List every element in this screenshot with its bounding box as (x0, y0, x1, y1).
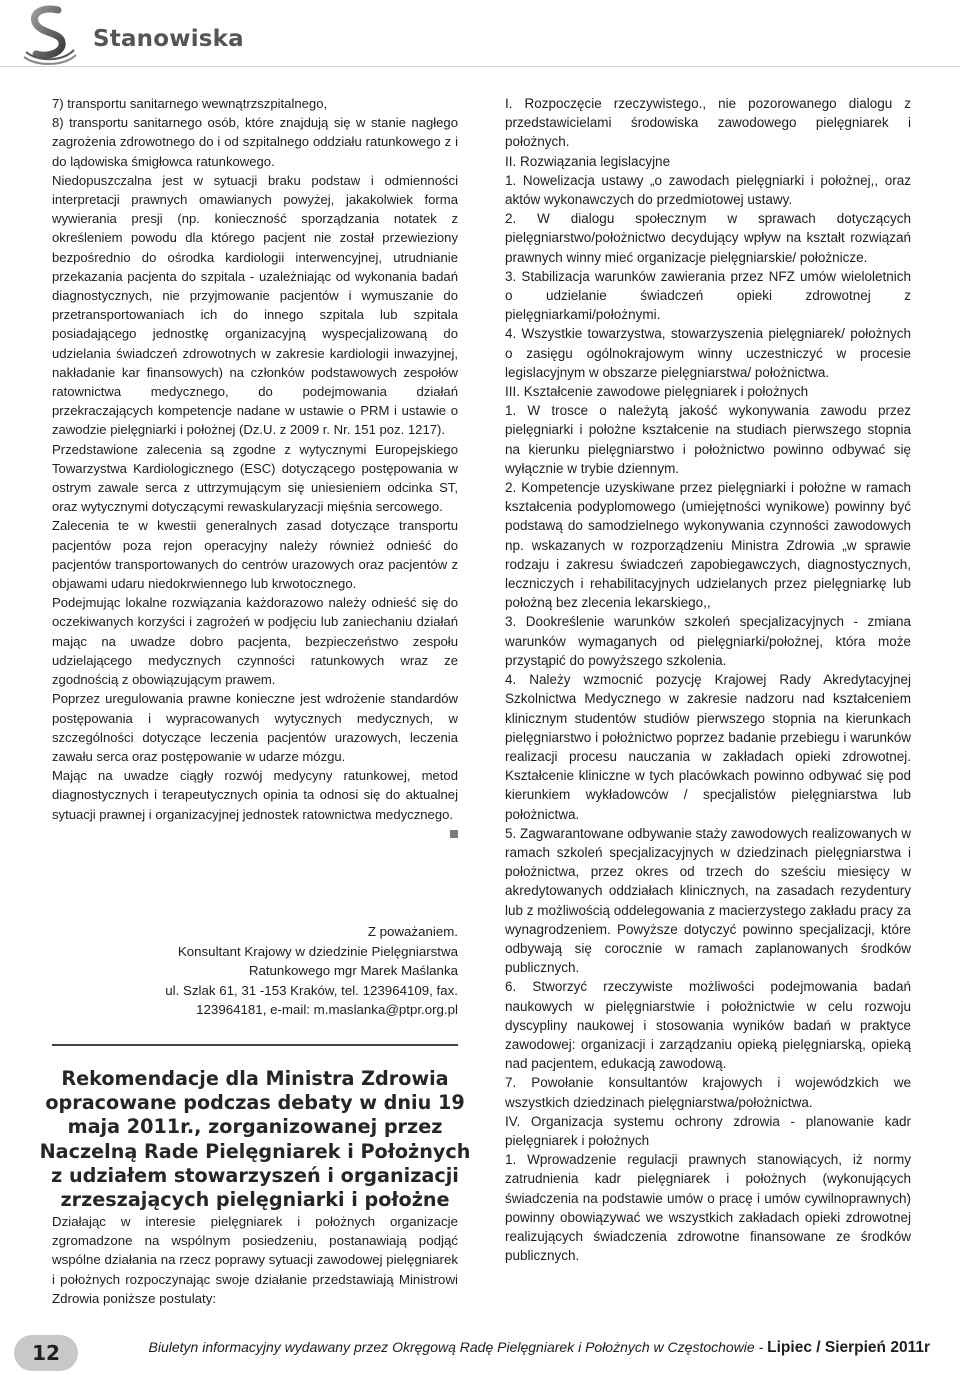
paragraph: 1. Wprowadzenie regulacji prawnych stanowiących, iż normy zatrudnienia kadr pielęgniarek i położnych (wykonujących świadczenia na podstawie umów o pracę i umów cywilnoprawnych) powinny obowiązywać we wszystkich zakładach opieki zdrowotnej realizujących świadczenia zdrowotne finansowane ze środków publicznych. (505, 1152, 911, 1264)
paragraph: 7) transportu sanitarnego wewnątrzszpitalnego, 8) transportu sanitarnego osób, które znajdują się w stanie nagłego zagrożenia zdrowotnego do i od szpitalnego oddziału ratunkowego z i do lądowiska śmigłowca ratunkowego. (52, 96, 458, 169)
paragraph: 1. Nowelizacja ustawy „o zawodach pielęgniarki i położnej,, oraz aktów wykonawczych do przedmiotowej ustawy. (505, 172, 911, 208)
footer-publication: Biuletyn informacyjny wydawany przez Okręgową Radę Pielęgniarek i Położnych w Częstochowie - (148, 1339, 768, 1355)
signature-block (52, 922, 458, 1020)
footer (130, 1339, 930, 1357)
paragraph: Przedstawione zalecenia są zgodne z wytycznymi Europejskiego Towarzystwa Kardiologicznego (ESC) dotyczącego postępowania w ostrym zawale serca z uttrzymującym się uniesieniem odcinka ST, oraz wytycznymi dotyczącymi rewaskularyzacji mięśnia sercowego. (52, 441, 458, 515)
paragraph: 4. Należy wzmocnić pozycję Krajowej Rady Akredytacyjnej Szkolnictwa Medycznego w zakresie nadzoru nad kształceniem klinicznym studentów studiów pierwszego stopnia na kierunkach pielęgniarstwo i położnictwo poprzez badanie przebiegu i warunków realizacji procesu nauczania w zakładach opieki zdrowotnej. Kształcenie kliniczne w tych placówkach powinno odbywać się pod kierunkiem wykładowców / specjalistów pielęgniarstwa lub położnictwa. (505, 672, 911, 822)
paragraph: 2. Kompetencje uzyskiwane przez pielęgniarki i położne w ramach kształcenia podyplomowego (umiejętności wynikowe) powinny być podstawą do samodzielnego wykonywania czynności zawodowych np. wskazanych w rozporządzeniu Ministra Zdrowia „w sprawie rodzaju i zakresu świadczeń zapobiegawczych, diagnostycznych, leczniczych i rehabilitacyjnych udzielanych przez pielęgniarkę lub położną bez zlecenia lekarskiego,, (505, 480, 911, 611)
subheading: IV. Organizacja systemu ochrony zdrowia - planowanie kadr pielęgniarek i położnych (505, 1113, 911, 1148)
paragraph: 4. Wszystkie towarzystwa, stowarzyszenia pielęgniarek/ położnych o zasięgu ogólnokrajowym winny uczestniczyć w procesie legislacyjnym w obszarze pielęgniarstwa/ położnictwa. (505, 326, 911, 380)
paragraph: 3. Dookreślenie warunków szkoleń specjalizacyjnych - zmiana warunków wymaganych od pielęgniarki/położnej, która może przystąpić do powyższego szkolenia. (505, 614, 911, 668)
paragraph: I. Rozpoczęcie rzeczywistego., nie pozorowanego dialogu z przedstawicielami środowiska zawodowego pielęgniarek i położnych. (505, 96, 911, 150)
subheading: II. Rozwiązania legislacyjne (505, 153, 671, 169)
paragraph: 3. Stabilizacja warunków zawierania przez NFZ umów wieloletnich o udzielanie świadczeń opieki zdrowotnej z pielęgniarkami/położnymi. (505, 268, 911, 323)
paragraph: 7. Powołanie konsultantów krajowych i wojewódzkich we wszystkich dziedzinach pielęgniarstwa/położnictwa. (505, 1075, 911, 1110)
end-of-article-square-icon (450, 830, 458, 838)
footer-issue: Lipiec / Sierpień 2011r (767, 1339, 930, 1356)
right-column (505, 94, 911, 1265)
signature-line: ul. Szlak 61, 31 -153 Kraków, tel. 123964109, fax. (165, 982, 458, 998)
subheading: III. Kształcenie zawodowe pielęgniarek i położnych (505, 384, 809, 400)
paragraph: Zalecenia te w kwestii generalnych zasad dotyczące transportu pacjentów poza rejon operacyjny należy również odnieść do pacjentów transportowanych do centrów urazowych oraz pacjentów z objawami udaru niedokrwiennego lub krwotocznego. (52, 518, 458, 592)
recommendations-intro (52, 1212, 458, 1308)
paragraph-last (52, 766, 458, 824)
paragraph: Poprzez uregulowania prawne konieczne jest wdrożenie standardów postępowania i wypracowanych wytycznych medycznych, w szczególności dotyczące leczenia pacjentów urazowych, leczenia zawału serca oraz postępowanie w udarze mózgu. (52, 691, 458, 764)
section-divider (52, 1044, 458, 1046)
signature-line: 123964181, e-mail: m.maslanka@ptpr.org.pl (196, 1002, 458, 1017)
paragraph: 1. W trosce o należytą jakość wykonywania zawodu przez pielęgniarki i położne kształcenie na studiach pierwszego stopnia na kierunku pielęgniarstwo i położnictwo powinno odbywać się wyłącznie w trybie dziennym. (505, 403, 911, 476)
recommendations-heading: Rekomendacje dla Ministra Zdrowia opracowane podczas debaty w dniu 19 maja 2011r., zorganizowanej przez Naczelną Rade Pielęgniarek i Położnych z udziałem stowarzyszeń i organizacji zrzeszających pielęgniarki i położne (39, 1067, 471, 1212)
paragraph: 5. Zagwarantowane odbywanie staży zawodowych realizowanych w ramach szkoleń specjalizacyjnych w dziedzinach pielęgniarstwa i położnictwa, przez okres od trzech do sześciu miesięcy w akredytowanych oddziałach klinicznych, na zasadach rezydentury lub z możliwością oddelegowania z macierzystego zakładu pracy za wynagrodzeniem. Powyższe dotyczyć powinno specjalizacji, które odbywają się corocznie w ramach zaplanowanych środków publicznych. (505, 825, 911, 976)
left-column (52, 94, 458, 838)
paragraph: Działając w interesie pielęgniarek i położnych organizacje zgromadzone na wspólnym posiedzeniu, postanawiają podjąć wspólne działania na rzecz poprawy sytuacji zawodowej pielęgniarek i położnych rozpoczynając swoje działanie przedstawiają Ministrowi Zdrowia poniższe postulaty: (52, 1214, 458, 1306)
paragraph: Niedopuszczalna jest w sytuacji braku podstaw i odmienności interpretacji prawnych omawianych powyżej, jakakolwiek forma wywierania presji (np. konieczność sporządzania notatek z określeniem powodu dla którego pacjent nie został przewieziony bezpośrednio do ośrodka kardiologii interwencyjnej, utrudnianie przekazania pacjenta do szpitala - uzależniając od wykonania badań diagnostycznych, nie przyjmowanie pacjentów i wymuszanie do przetransportowaniach ich do innego szpitala lub szpitala posiadającego jednostkę organizacyjną wyspecjalizowaną do udzielania świadczeń zdrowotnych w zakresie kardiologii inwazyjnej, nakładanie kar finansowych) na członków podstawowych zespołów ratownictwa medycznego, do podejmowania działań przekraczających kompetencje nadane w ustawie o PRM i ustawie o zawodzie pielęgniarki i położnej (Dz.U. z 2009 r. Nr. 151 poz. 1217). (52, 172, 458, 438)
signature-greeting: Z poważaniem. (367, 924, 458, 939)
page-number: 12 (14, 1335, 78, 1371)
paragraph-text: Mając na uwadze ciągły rozwój medycyny ratunkowej, metod diagnostycznych i terapeutycznych opinia ta odnosi się do aktualnej sytuacji prawnej i organizacyjnej jednostek ratownictwa medycznego. (52, 768, 458, 822)
signature-line: Konsultant Krajowy w dziedzinie Pielęgniarstwa (177, 943, 458, 959)
paragraph: 6. Stworzyć rzeczywiste możliwości podejmowania badań naukowych w pielęgniarstwie i położnictwie w celu rozwoju dyscypliny naukowej i stosowania wyników badań w praktyce zawodowej: organizacji i zarządzaniu opieką pielęgniarską, opieką nad pacjentem, edukacją zawodową. (505, 979, 911, 1072)
paragraph: 2. W dialogu społecznym w sprawach dotyczących pielęgniarstwo/położnictwo decydujący wpływ na kształt rozwiązań prawnych winny mieć organizacje pielęgniarskie/ położnicze. (505, 211, 911, 265)
paragraph: Podejmując lokalne rozwiązania każdorazowo należy odnieść się do oczekiwanych korzyści i zagrożeń w podjęciu lub zaniechaniu działań mając na uwadze dobro pacjenta, bezpieczeństwo zespołu udzielającego medycznych czynności ratunkowych wraz ze zgodnością z obowiązującym prawem. (52, 595, 458, 688)
s-emblem-icon (18, 4, 80, 66)
section-title: Stanowiska (93, 26, 244, 52)
signature-line: Ratunkowego mgr Marek Maślanka (248, 963, 458, 978)
header-divider (0, 66, 960, 67)
